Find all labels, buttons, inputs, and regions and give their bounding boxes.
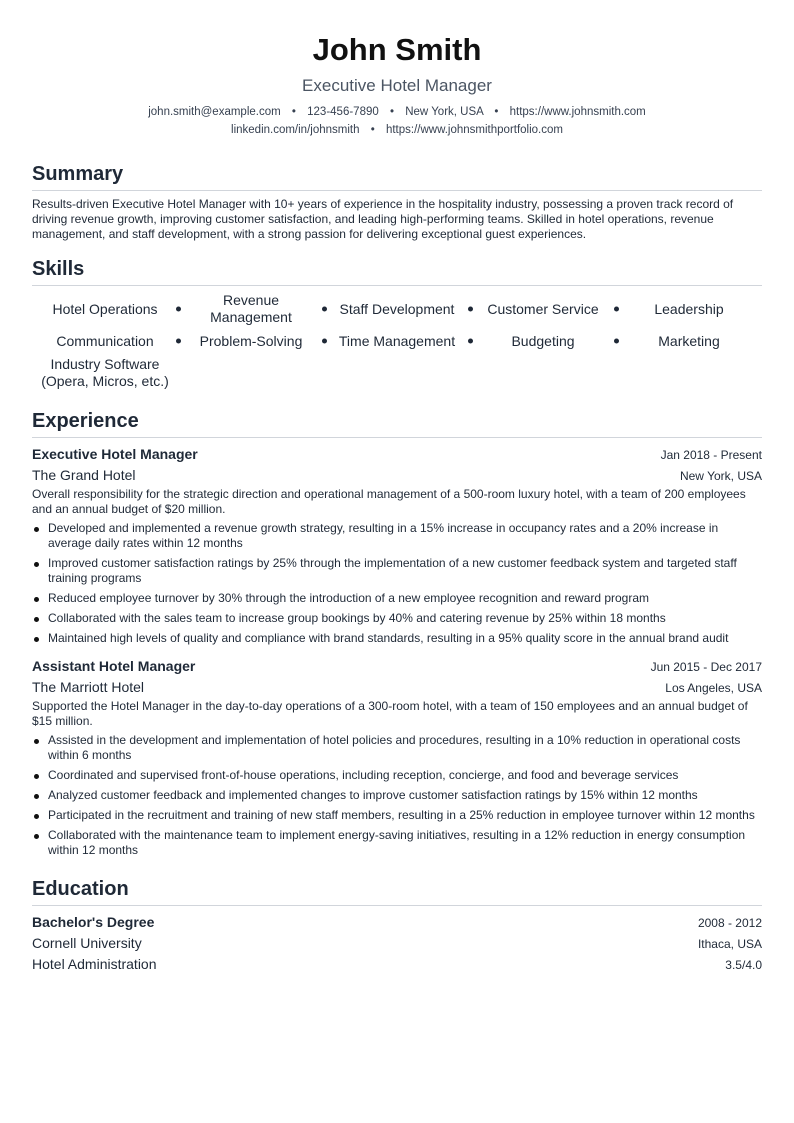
job-description: Supported the Hotel Manager in the day-to-day operations of a 300-room hotel, with a team of 150 employees and an annual budget of $15 million.	[32, 699, 748, 728]
job-header	[32, 444, 762, 464]
email-link[interactable]: john.smith@example.com	[148, 106, 281, 118]
section-divider	[32, 905, 762, 906]
skill-item	[616, 328, 762, 354]
experience-section	[32, 408, 762, 858]
job-entry	[32, 656, 762, 858]
skill-item	[470, 328, 616, 354]
portfolio-link[interactable]: https://www.johnsmithportfolio.com	[385, 124, 563, 136]
separator-dot: •	[494, 106, 499, 118]
skill-label: Leadership	[654, 300, 724, 317]
list-item: Improved customer satisfaction ratings by 25% through the implementation of a new customer feedback system and targeted staff training programs	[32, 556, 762, 586]
job-bullets	[32, 521, 762, 646]
education-section	[32, 876, 762, 975]
skills-section	[32, 256, 762, 390]
job-role: Executive Hotel Manager	[32, 446, 198, 462]
skills-heading: Skills	[32, 258, 85, 280]
section-divider	[32, 285, 762, 286]
list-item: Collaborated with the maintenance team to implement energy-saving initiatives, resulting in a 12% reduction in energy consumption within 12 months	[32, 828, 762, 858]
experience-heading: Experience	[32, 410, 139, 432]
skill-item	[32, 328, 178, 354]
job-header	[32, 656, 762, 676]
job-role: Assistant Hotel Manager	[32, 658, 196, 674]
candidate-name: John Smith	[312, 32, 482, 67]
job-bullets	[32, 733, 762, 858]
candidate-title: Executive Hotel Manager	[302, 76, 492, 95]
skill-label: Problem-Solving	[199, 332, 303, 349]
job-entry	[32, 444, 762, 646]
list-item: Maintained high levels of quality and compliance with brand standards, resulting in a 95% quality score in the annual brand audit	[32, 631, 762, 646]
skill-item	[616, 292, 762, 326]
skill-item	[324, 328, 470, 354]
separator-dot: •	[370, 124, 375, 136]
education-years: 2008 - 2012	[697, 916, 762, 930]
education-field: Hotel Administration	[32, 956, 157, 972]
education-gpa: 3.5/4.0	[725, 958, 762, 972]
job-subheader	[32, 676, 762, 698]
skills-grid	[32, 292, 762, 390]
list-item: Analyzed customer feedback and implemented changes to improve customer satisfaction ratings by 15% within 12 months	[32, 788, 762, 803]
job-location: New York, USA	[679, 469, 762, 483]
resume-page	[32, 0, 762, 975]
job-dates: Jun 2015 - Dec 2017	[650, 660, 762, 674]
job-dates: Jan 2018 - Present	[660, 448, 762, 462]
skill-item	[178, 328, 324, 354]
skill-label: Industry Software (Opera, Micros, etc.)	[41, 356, 169, 389]
skill-label: Marketing	[658, 332, 720, 349]
separator-dot: •	[291, 106, 296, 118]
education-school: Cornell University	[32, 935, 142, 951]
list-item: Assisted in the development and implementation of hotel policies and procedures, resulting in a 10% reduction in operational costs within 6 months	[32, 733, 762, 763]
skill-label: Time Management	[338, 332, 456, 349]
skill-label: Communication	[56, 332, 154, 349]
skill-item	[32, 292, 178, 326]
job-location: Los Angeles, USA	[665, 681, 762, 695]
education-field-row	[32, 954, 762, 975]
list-item: Collaborated with the sales team to increase group bookings by 40% and catering revenue by 25% within 18 months	[32, 611, 762, 626]
job-subheader	[32, 464, 762, 486]
separator-dot: •	[389, 106, 394, 118]
education-heading: Education	[32, 878, 129, 900]
skill-item	[178, 292, 324, 326]
summary-heading: Summary	[32, 163, 124, 185]
section-divider	[32, 190, 762, 191]
contact-row-2	[32, 121, 762, 139]
education-school-row	[32, 933, 762, 954]
skill-label: Hotel Operations	[52, 300, 158, 317]
skill-item	[32, 356, 178, 390]
skill-label: Customer Service	[487, 300, 599, 317]
job-company: The Marriott Hotel	[32, 679, 145, 695]
website-link[interactable]: https://www.johnsmith.com	[509, 106, 646, 118]
list-item: Developed and implemented a revenue growth strategy, resulting in a 15% increase in occupancy rates and a 20% increase in average daily rates within 12 months	[32, 521, 762, 551]
skill-item	[470, 292, 616, 326]
education-degree: Bachelor's Degree	[32, 914, 155, 930]
contact-info	[32, 103, 762, 139]
education-degree-row	[32, 912, 762, 933]
skill-label: Revenue Management	[210, 292, 292, 325]
job-company: The Grand Hotel	[32, 467, 136, 483]
skill-label: Budgeting	[511, 332, 575, 349]
list-item: Participated in the recruitment and training of new staff members, resulting in a 25% reduction in employee turnover within 12 months	[32, 808, 762, 823]
contact-row-1	[32, 103, 762, 121]
education-location: Ithaca, USA	[697, 937, 762, 951]
summary-section	[32, 161, 762, 242]
section-divider	[32, 437, 762, 438]
job-description: Overall responsibility for the strategic direction and operational management of a 500-room luxury hotel, with a team of 200 employees and an annual budget of $20 million.	[32, 487, 746, 516]
phone-text[interactable]: 123-456-7890	[307, 106, 379, 118]
location-text: New York, USA	[405, 106, 484, 118]
skill-label: Staff Development	[339, 300, 455, 317]
summary-text: Results-driven Executive Hotel Manager with 10+ years of experience in the hospitality industry, possessing a proven track record of driving revenue growth, improving customer satisfaction, and leading high-performing teams. Skilled in hotel operations, revenue management, and staff development, with a strong passion for delivering exceptional guest experiences.	[32, 197, 734, 241]
skill-item	[324, 292, 470, 326]
linkedin-link[interactable]: linkedin.com/in/johnsmith	[231, 124, 360, 136]
list-item: Reduced employee turnover by 30% through the introduction of a new employee recognition and reward program	[32, 591, 762, 606]
list-item: Coordinated and supervised front-of-house operations, including reception, concierge, and food and beverage services	[32, 768, 762, 783]
